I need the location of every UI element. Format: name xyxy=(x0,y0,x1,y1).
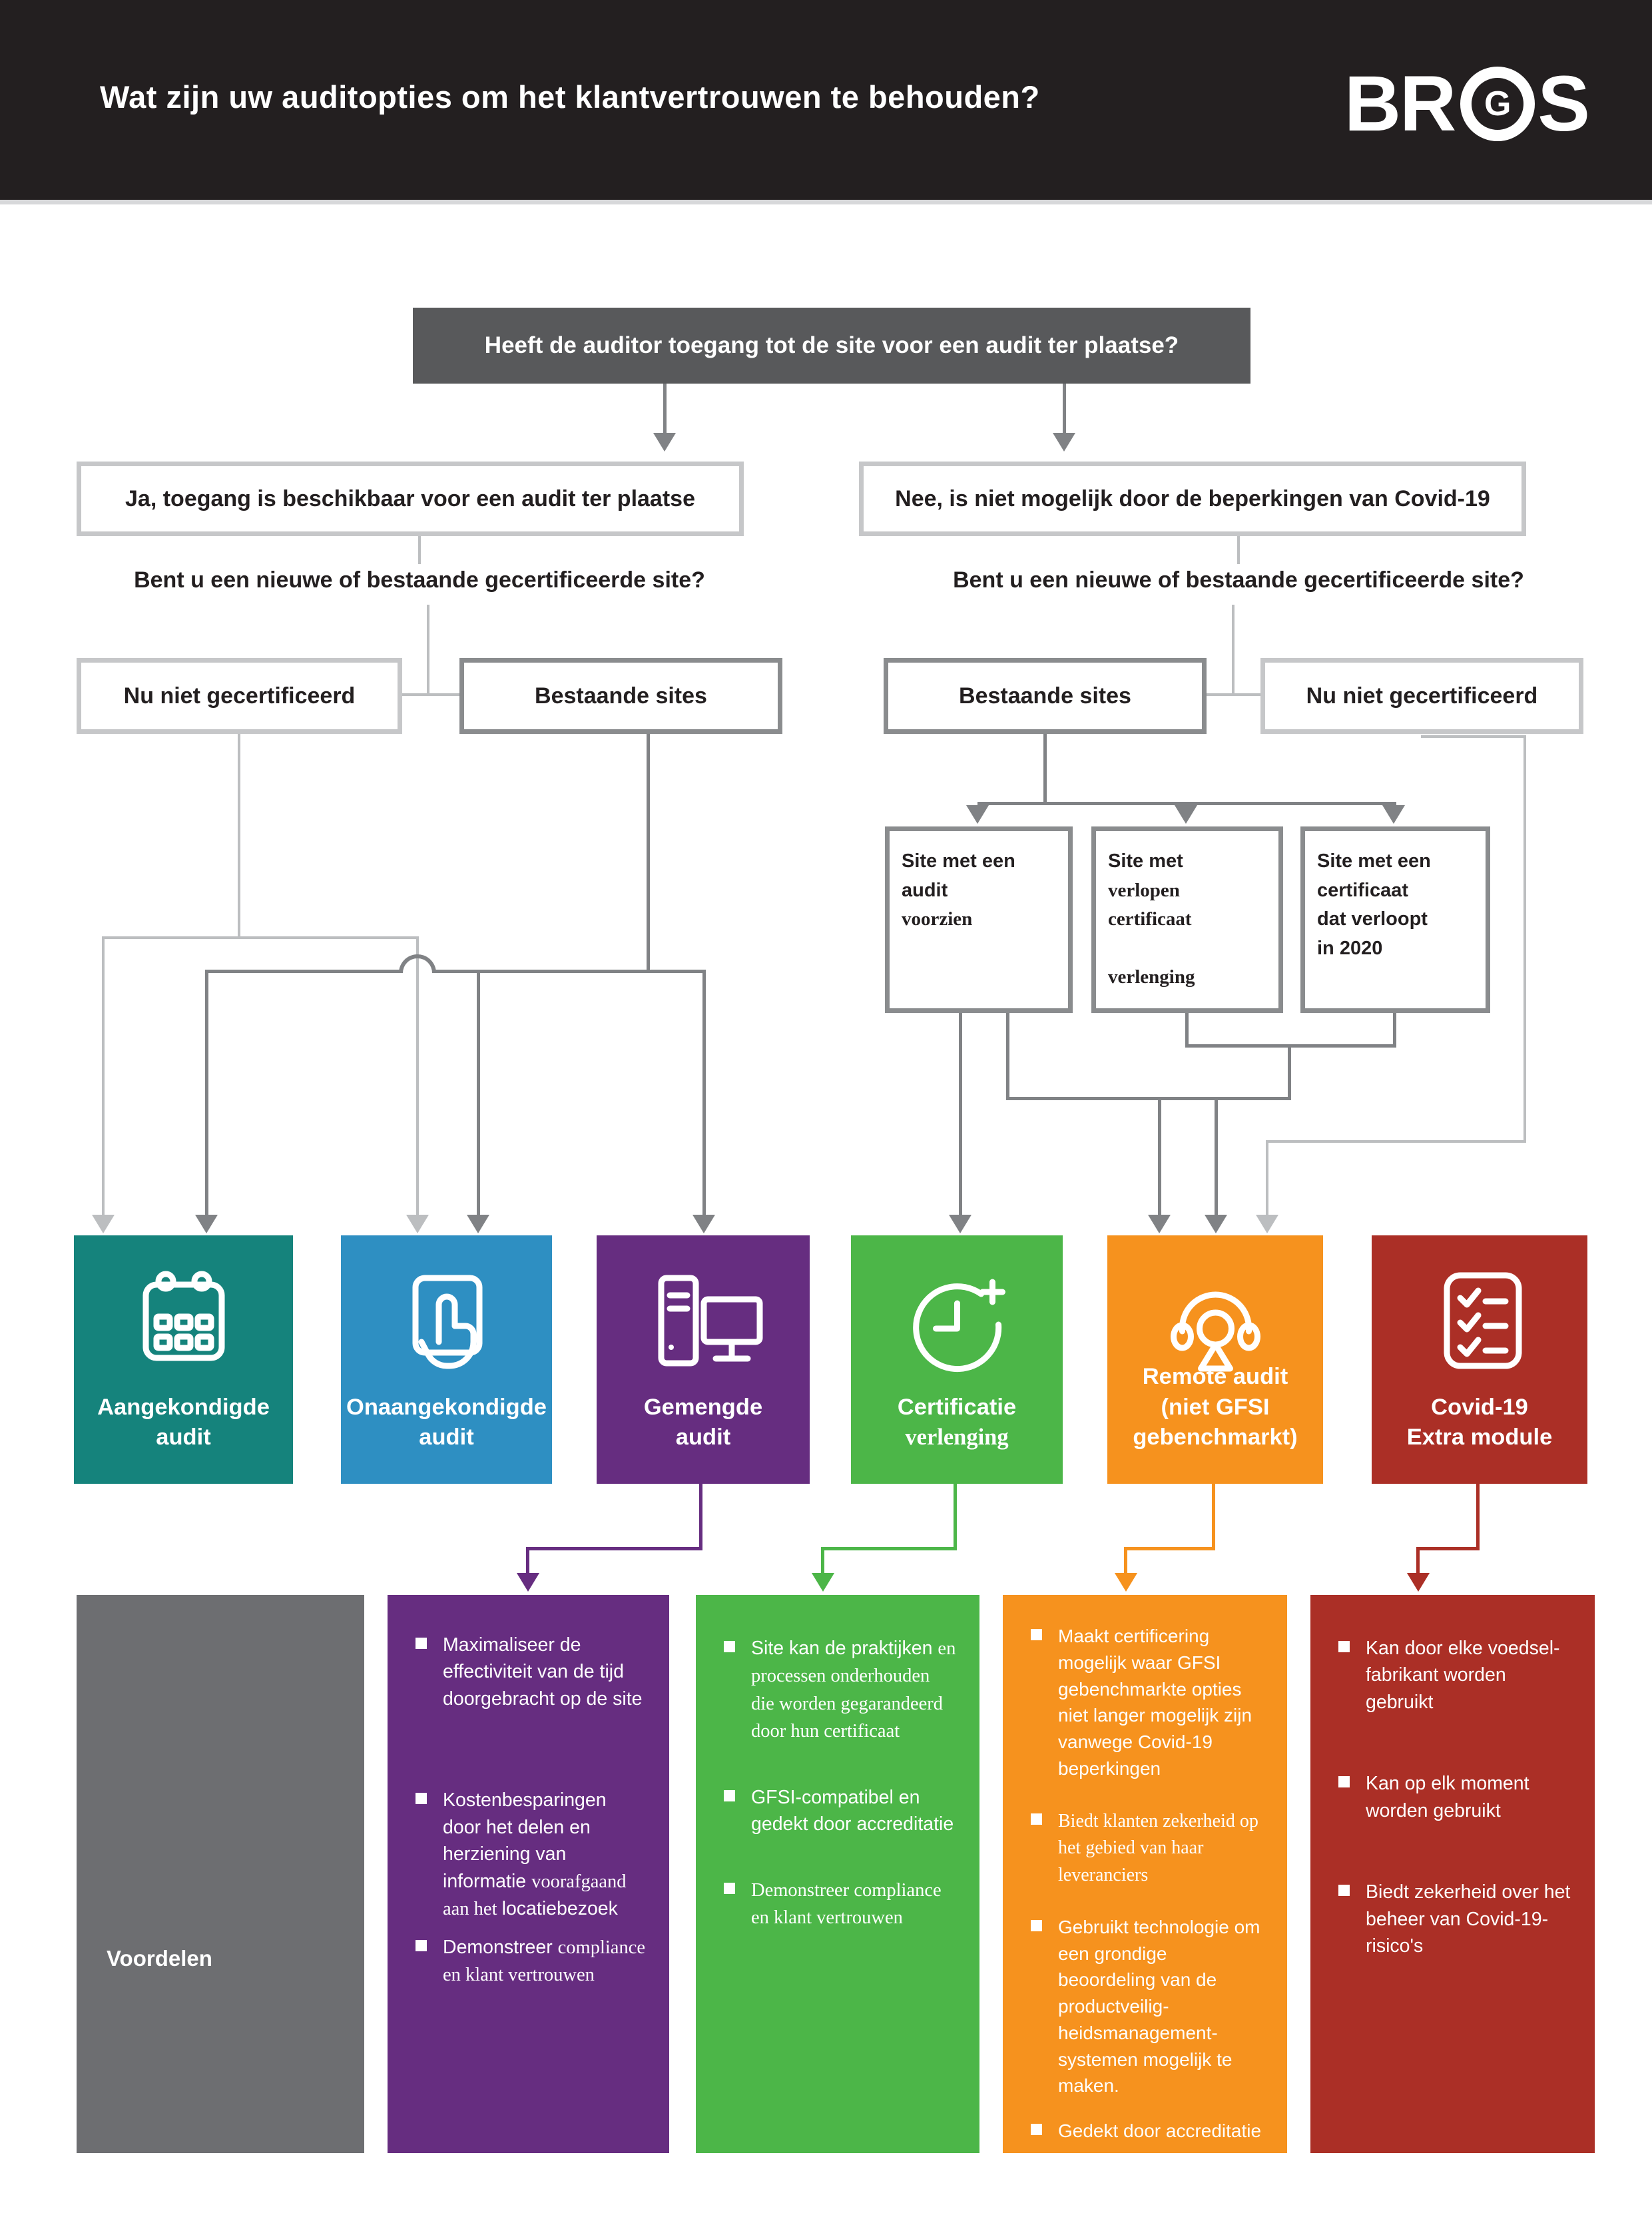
page-title: Wat zijn uw auditopties om het klantvertrouwen te behouden? xyxy=(100,79,1040,115)
connector xyxy=(1416,1547,1420,1574)
connector xyxy=(821,1547,824,1574)
benefit-text: Biedt klanten zekerheid op het gebied van haar leveranciers xyxy=(1058,1810,1258,1885)
calendar-icon xyxy=(127,1263,240,1377)
benefit-bullet xyxy=(415,1632,647,1712)
logo-text-br: BR xyxy=(1344,60,1456,148)
square-bullet-icon xyxy=(1338,1641,1350,1652)
connector xyxy=(1185,1013,1189,1048)
connector xyxy=(1158,1097,1161,1215)
option-label: Certificatie verlenging xyxy=(897,1394,1017,1450)
arrow-down-icon xyxy=(92,1215,115,1233)
benefit-text: Site kan de praktijken en processen onderhouden die worden gegarandeerd door hun certificaat xyxy=(751,1638,956,1742)
connector xyxy=(821,1547,957,1550)
connector xyxy=(1266,1140,1526,1143)
arrow-down-icon xyxy=(653,433,676,452)
benefit-bullet xyxy=(1031,1807,1264,1889)
connector xyxy=(954,1484,957,1550)
benefits-remote xyxy=(1003,1595,1287,2153)
benefit-text: Kan op elk moment worden gebruikt xyxy=(1366,1773,1529,1821)
benefit-text: Biedt zekerheid over het beheer van Covid-19-risico's xyxy=(1366,1881,1571,1957)
connector xyxy=(663,384,667,433)
connector xyxy=(427,605,429,696)
option-label: Gemengde audit xyxy=(643,1394,763,1450)
right-not-certified-box: Nu niet gecertificeerd xyxy=(1260,658,1583,734)
connector xyxy=(1006,1097,1291,1100)
square-bullet-icon xyxy=(724,1641,735,1652)
logo-text-g: G xyxy=(1484,85,1512,123)
connector xyxy=(1523,735,1526,1143)
connector xyxy=(435,970,706,973)
benefit-bullet xyxy=(415,1934,647,1989)
checklist-icon xyxy=(1423,1263,1536,1377)
square-bullet-icon xyxy=(415,1638,427,1649)
right-existing-sites-box: Bestaande sites xyxy=(884,658,1207,734)
site-expired-certificate-box: Site met verlopen certificaat verlenging xyxy=(1091,826,1283,1013)
connector xyxy=(416,936,419,1215)
connector xyxy=(102,936,105,1215)
touch-icon xyxy=(390,1263,503,1377)
connector xyxy=(1476,1484,1480,1550)
benefit-text: Maximaliseer de effectiviteit van de tijd doorgebracht op de site xyxy=(443,1634,643,1710)
connector xyxy=(477,970,480,1215)
benefit-text: Kostenbesparingen door het delen en herziening van informatie voorafgaand aan het locatiebezoek xyxy=(443,1789,627,1920)
benefit-text: Gedekt door accreditatie xyxy=(1058,2120,1262,2141)
line-bridge xyxy=(399,954,436,973)
benefits-blended xyxy=(388,1595,669,2153)
connector xyxy=(1215,1097,1218,1215)
connector xyxy=(1207,693,1260,696)
connector xyxy=(526,1547,529,1574)
benefit-text: Demonstreer compliance en klant vertrouwen xyxy=(751,1879,942,1929)
square-bullet-icon xyxy=(415,1793,427,1804)
benefits-extension xyxy=(696,1595,979,2153)
square-bullet-icon xyxy=(1338,1885,1350,1896)
connector xyxy=(1288,1044,1291,1100)
connector xyxy=(1124,1547,1215,1550)
option-label: Remote audit (niet GFSI gebenchmarkt) xyxy=(1133,1364,1298,1450)
arrow-down-icon xyxy=(517,1573,539,1592)
arrow-down-icon xyxy=(406,1215,429,1233)
benefit-bullet xyxy=(1338,1635,1572,1716)
connector xyxy=(418,536,421,564)
root-question-box: Heeft de auditor toegang tot de site voor een audit ter plaatse? xyxy=(413,308,1250,384)
question-right: Bent u een nieuwe of bestaande gecertificeerde site? xyxy=(953,567,1524,593)
header-bar xyxy=(0,0,1652,200)
left-not-certified-box: Nu niet gecertificeerd xyxy=(77,658,402,734)
question-left: Bent u een nieuwe of bestaande gecertificeerde site? xyxy=(134,567,705,593)
branch-no-box: Nee, is niet mogelijk door de beperkingen van Covid-19 xyxy=(859,462,1526,536)
connector xyxy=(1124,1547,1127,1574)
connector xyxy=(1043,734,1047,805)
benefit-text: Demonstreer compliance en klant vertrouwen xyxy=(443,1936,646,1986)
arrow-down-icon xyxy=(1407,1573,1430,1592)
square-bullet-icon xyxy=(724,1790,735,1801)
connector xyxy=(1232,605,1235,696)
option-label: Covid-19 Extra module xyxy=(1406,1394,1553,1450)
square-bullet-icon xyxy=(724,1883,735,1894)
benefit-bullet xyxy=(724,1877,957,1932)
logo-text-s: S xyxy=(1537,60,1589,148)
header-divider xyxy=(0,200,1652,204)
clock-plus-icon xyxy=(899,1263,1015,1380)
arrow-down-icon xyxy=(467,1215,489,1233)
option-unannounced-audit xyxy=(341,1235,552,1484)
connector xyxy=(402,693,459,696)
arrow-down-icon xyxy=(1205,1215,1227,1233)
connector xyxy=(102,936,419,939)
option-covid-module xyxy=(1372,1235,1587,1484)
connector xyxy=(205,970,208,1215)
branch-yes-box: Ja, toegang is beschikbaar voor een audit ter plaatse xyxy=(77,462,744,536)
connector xyxy=(1212,1484,1215,1550)
arrow-down-icon xyxy=(966,805,989,824)
arrow-down-icon xyxy=(692,1215,715,1233)
benefit-bullet xyxy=(415,1787,647,1923)
connector xyxy=(1421,735,1526,738)
connector xyxy=(1006,1013,1009,1100)
square-bullet-icon xyxy=(1338,1776,1350,1787)
benefit-bullet xyxy=(724,1635,957,1746)
benefit-text: Maakt certificering mogelijk waar GFSI gebenchmarkte opties niet langer mogelijk zijn vanwege Covid-19 beperkingen xyxy=(1058,1626,1252,1779)
arrow-down-icon xyxy=(1382,805,1405,824)
option-label: Aangekondigde audit xyxy=(97,1394,270,1450)
site-expiring-2020-box: Site met een certificaat dat verloopt in 2020 xyxy=(1300,826,1490,1013)
arrow-down-icon xyxy=(1053,433,1075,452)
benefit-bullet xyxy=(724,1784,957,1838)
benefit-bullet xyxy=(1338,1879,1572,1959)
square-bullet-icon xyxy=(1031,1813,1042,1825)
square-bullet-icon xyxy=(1031,2124,1042,2135)
connector xyxy=(1416,1547,1480,1550)
benefits-row-label: Voordelen xyxy=(107,1946,212,1971)
arrow-down-icon xyxy=(812,1573,834,1592)
benefit-bullet xyxy=(1031,1623,1264,1782)
left-existing-sites-box: Bestaande sites xyxy=(459,658,782,734)
option-announced-audit xyxy=(74,1235,293,1484)
option-remote-audit xyxy=(1107,1235,1323,1484)
arrow-down-icon xyxy=(1115,1573,1137,1592)
benefits-covid xyxy=(1310,1595,1595,2153)
logo-c-ring-icon xyxy=(1460,67,1535,141)
brcgs-logo xyxy=(1344,59,1589,149)
connector xyxy=(526,1547,702,1550)
benefit-bullet xyxy=(1031,2118,1264,2144)
connector xyxy=(1266,1140,1268,1215)
arrow-down-icon xyxy=(1256,1215,1278,1233)
benefit-bullet xyxy=(1031,1914,1264,2099)
computer-icon xyxy=(640,1263,766,1377)
benefit-text: Kan door elke voedsel-fabrikant worden gebruikt xyxy=(1366,1638,1560,1713)
square-bullet-icon xyxy=(415,1940,427,1951)
arrow-down-icon xyxy=(195,1215,218,1233)
option-label: Onaangekondigde audit xyxy=(346,1394,547,1450)
connector xyxy=(1237,536,1240,564)
arrow-down-icon xyxy=(1175,805,1197,824)
square-bullet-icon xyxy=(1031,1920,1042,1931)
connector xyxy=(205,970,400,973)
square-bullet-icon xyxy=(1031,1629,1042,1640)
connector xyxy=(699,1484,702,1550)
benefits-row-label-box xyxy=(77,1595,364,2153)
benefit-text: GFSI-compatibel en gedekt door accreditatie xyxy=(751,1786,954,1835)
option-blended-audit xyxy=(597,1235,810,1484)
arrow-down-icon xyxy=(949,1215,971,1233)
connector xyxy=(238,734,240,938)
benefit-bullet xyxy=(1338,1770,1572,1824)
option-certificate-extension xyxy=(851,1235,1063,1484)
connector xyxy=(1393,1013,1396,1048)
connector xyxy=(1063,384,1066,433)
arrow-down-icon xyxy=(1148,1215,1171,1233)
site-audit-scheduled-box: Site met een audit voorzien xyxy=(885,826,1073,1013)
connector xyxy=(647,734,650,972)
connector xyxy=(959,1013,962,1215)
connector xyxy=(702,970,706,1215)
benefit-text: Gebruikt technologie om een grondige beoordeling van de productveilig-heidsmanagement-systemen mogelijk te maken. xyxy=(1058,1916,1260,2096)
